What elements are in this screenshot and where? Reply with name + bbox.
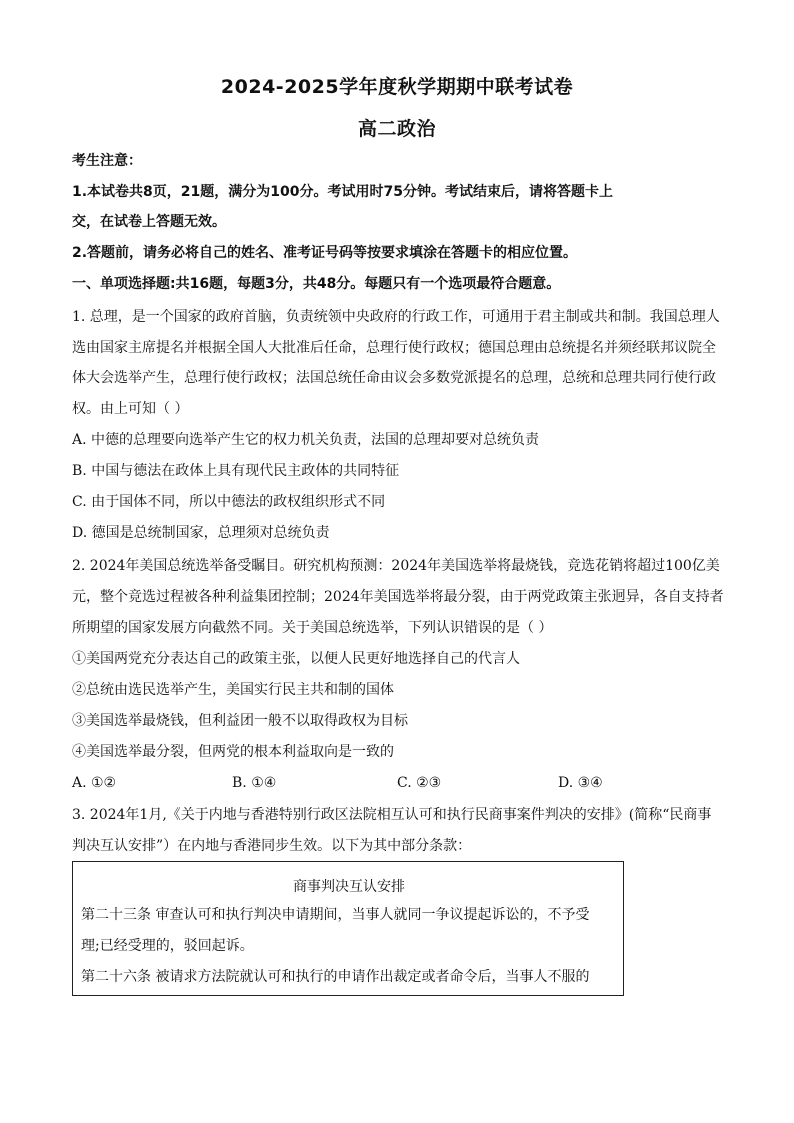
q1-option-c: C. 由于国体不同，所以中德法的政权组织形式不同 bbox=[72, 494, 386, 510]
q3-excerpt-title: 商事判决互认安排 bbox=[293, 879, 405, 895]
q2-option-d: D. ③④ bbox=[558, 775, 603, 791]
q2-stem-line: 所期望的国家发展方向截然不同。关于美国总统选举，下列认识错误的是（ ） bbox=[72, 620, 553, 636]
exam-title: 2024-2025学年度秋学期期中联考试卷 bbox=[220, 76, 574, 98]
q1-option-a: A. 中德的总理要向选举产生它的权力机关负责，法国的总理却要对总统负责 bbox=[72, 432, 540, 448]
notice-line-1b: 交，在试卷上答题无效。 bbox=[72, 214, 226, 230]
q2-statement: ④美国选举最分裂，但两党的根本利益取向是一致的 bbox=[72, 744, 394, 760]
q2-option-b: B. ①④ bbox=[232, 775, 277, 791]
q3-excerpt-line: 第二十六条 被请求方法院就认可和执行的申请作出裁定或者命令后，当事人不服的 bbox=[81, 969, 590, 985]
q2-statement: ②总统由选民选举产生，美国实行民主共和制的国体 bbox=[72, 682, 394, 698]
section1-heading: 一、单项选择题:共16题，每题3分，共48分。每题只有一个选项最符合题意。 bbox=[72, 276, 561, 292]
q1-stem-line: 权。由上可知（ ） bbox=[72, 401, 189, 417]
q2-stem-line: 元，整个竞选过程被各种利益集团控制；2024年美国选举将最分裂，由于两党政策主张迥异，各自支持者 bbox=[72, 589, 724, 605]
q2-option-a: A. ①② bbox=[72, 775, 117, 791]
notice-heading: 考生注意： bbox=[72, 153, 142, 169]
q3-excerpt-line: 第二十三条 审查认可和执行判决申请期间，当事人就同一争议提起诉讼的，不予受 bbox=[81, 907, 590, 923]
q3-excerpt-box bbox=[72, 861, 624, 996]
q3-excerpt-line: 理;已经受理的，驳回起诉。 bbox=[81, 938, 254, 954]
q1-option-d: D. 德国是总统制国家，总理须对总统负责 bbox=[72, 525, 330, 541]
q3-stem-line: 3. 2024年1月,《关于内地与香港特别行政区法院相互认可和执行民商事案件判决的安排》(简称“民商事 bbox=[72, 807, 712, 823]
q3-stem-line: 判决互认安排”）在内地与香港同步生效。以下为其中部分条款： bbox=[72, 838, 472, 854]
notice-line-1a: 1.本试卷共8页，21题，满分为100分。考试用时75分钟。考试结束后，请将答题卡上 bbox=[72, 184, 613, 200]
q2-statement: ①美国两党充分表达自己的政策主张，以便人民更好地选择自己的代言人 bbox=[72, 651, 520, 667]
q1-option-b: B. 中国与德法在政体上具有现代民主政体的共同特征 bbox=[72, 463, 400, 479]
notice-line-2: 2.答题前，请务必将自己的姓名、准考证号码等按要求填涂在答题卡的相应位置。 bbox=[72, 245, 578, 261]
exam-subject: 高二政治 bbox=[357, 118, 436, 140]
q1-stem-line: 选由国家主席提名并根据全国人大批准后任命，总理行使行政权；德国总理由总统提名并须经联邦议院全 bbox=[72, 340, 716, 356]
q2-stem-line: 2. 2024年美国总统选举备受瞩目。研究机构预测：2024年美国选举将最烧钱，竞选花销将超过100亿美 bbox=[72, 558, 720, 574]
q1-stem-line: 1. 总理，是一个国家的政府首脑，负责统领中央政府的行政工作，可通用于君主制或共和制。我国总理人 bbox=[72, 309, 720, 325]
q2-statement: ③美国选举最烧钱，但利益团一般不以取得政权为目标 bbox=[72, 713, 408, 729]
q2-option-c: C. ②③ bbox=[397, 775, 442, 791]
q1-stem-line: 体大会选举产生，总理行使行政权；法国总统任命由议会多数党派提名的总理，总统和总理共同行使行政 bbox=[72, 370, 716, 386]
